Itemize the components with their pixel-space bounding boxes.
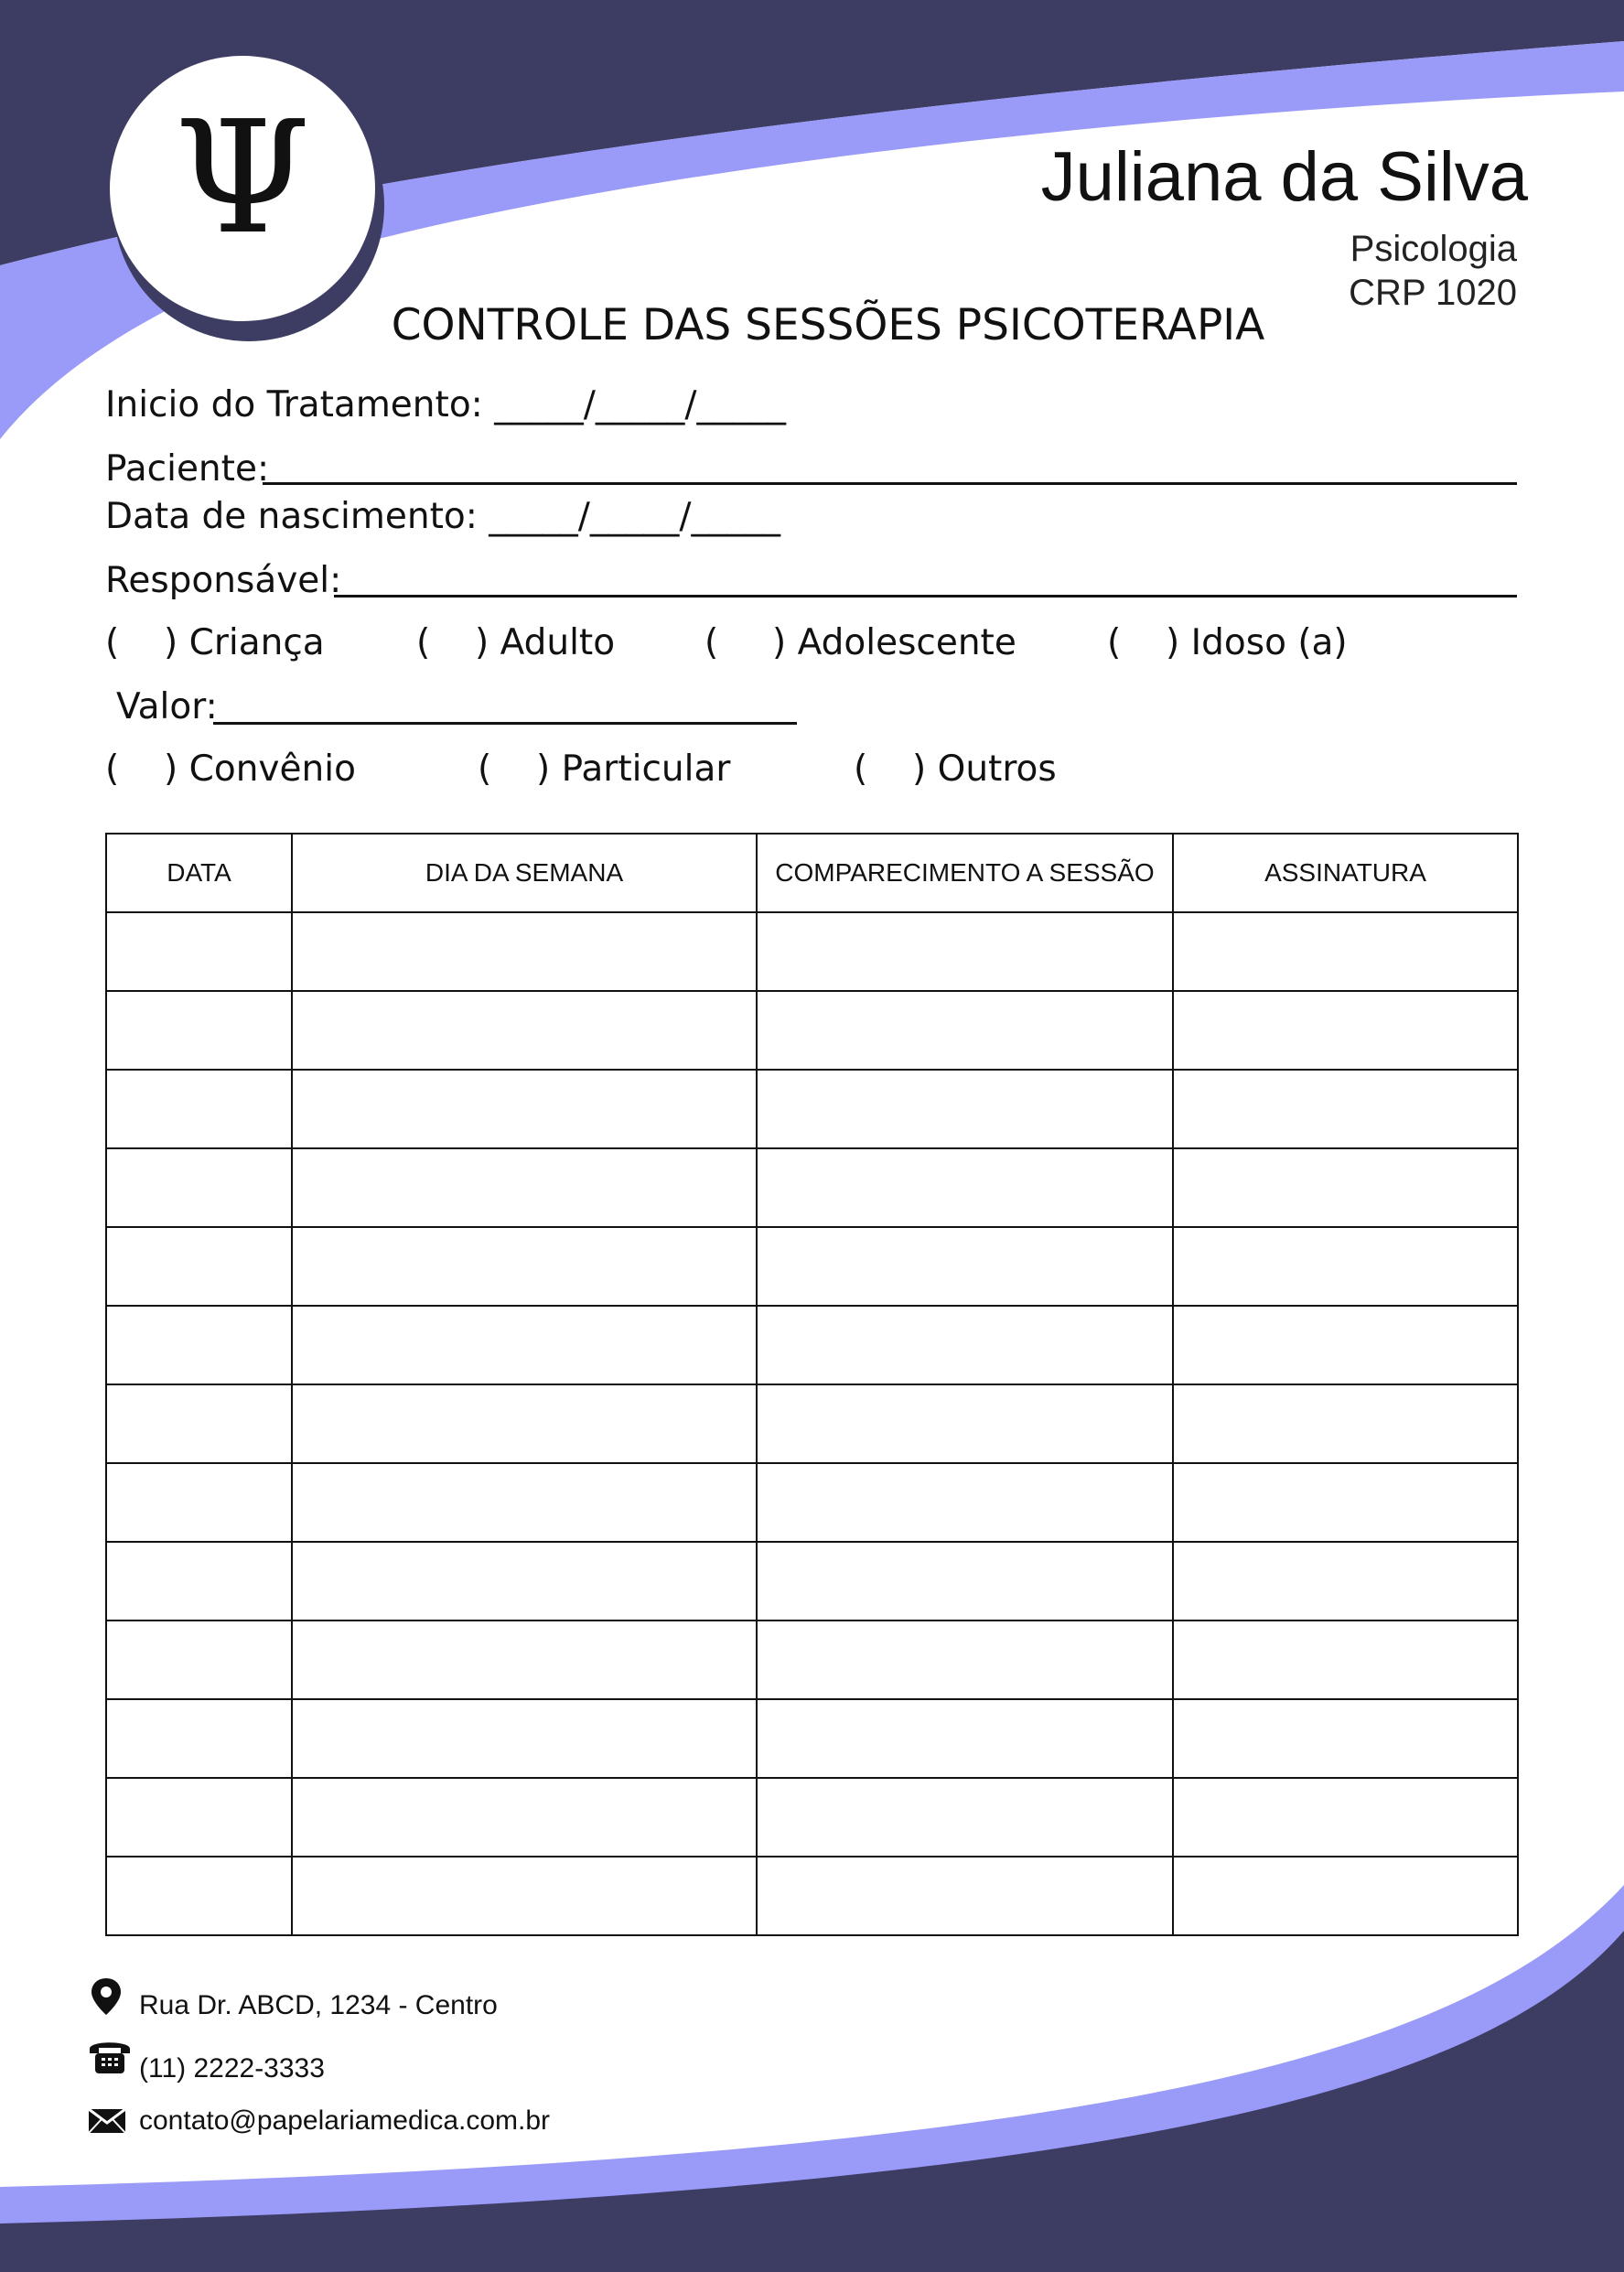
treatment-start-field[interactable] — [105, 384, 786, 425]
cell-weekday[interactable] — [292, 1778, 757, 1857]
table-header-row — [106, 834, 1518, 912]
table-row — [106, 1778, 1518, 1857]
cell-weekday[interactable] — [292, 1148, 757, 1227]
contact-phone: (11) 2222-3333 — [139, 2053, 325, 2084]
treatment-start-date-blank: _____/_____/_____ — [494, 384, 787, 425]
table-row — [106, 1384, 1518, 1463]
option-other-label: Outros — [937, 748, 1057, 790]
guardian-input-line[interactable] — [334, 595, 1517, 598]
guardian-label: Responsável: — [105, 560, 342, 601]
cell-date[interactable] — [106, 1857, 292, 1935]
cell-weekday[interactable] — [292, 1070, 757, 1148]
cell-weekday[interactable] — [292, 1542, 757, 1621]
value-label: Valor: — [116, 686, 218, 727]
table-row — [106, 912, 1518, 991]
header-date: DATA — [106, 834, 292, 912]
cell-attendance[interactable] — [757, 1148, 1173, 1227]
cell-attendance[interactable] — [757, 1621, 1173, 1699]
option-adolescent[interactable]: ( ) Adolescente — [704, 622, 1016, 663]
birth-date-field[interactable] — [105, 496, 780, 537]
patient-input-line[interactable] — [263, 482, 1517, 485]
option-adult[interactable]: ( ) Adulto — [416, 622, 616, 663]
envelope-icon — [87, 2107, 127, 2135]
option-insurance-label: Convênio — [188, 748, 356, 790]
table-row — [106, 1227, 1518, 1306]
birth-date-blank: _____/_____/_____ — [489, 496, 781, 537]
cell-attendance[interactable] — [757, 1778, 1173, 1857]
cell-weekday[interactable] — [292, 1306, 757, 1384]
cell-weekday[interactable] — [292, 991, 757, 1070]
registry-number: CRP 1020 — [1349, 273, 1517, 313]
location-pin-icon — [87, 1976, 125, 2017]
cell-signature[interactable] — [1173, 1621, 1518, 1699]
header-attendance: COMPARECIMENTO A SESSÃO — [757, 834, 1173, 912]
cell-date[interactable] — [106, 912, 292, 991]
cell-attendance[interactable] — [757, 1857, 1173, 1935]
telephone-icon — [87, 2036, 133, 2076]
cell-date[interactable] — [106, 1699, 292, 1778]
cell-signature[interactable] — [1173, 1699, 1518, 1778]
cell-signature[interactable] — [1173, 1148, 1518, 1227]
cell-weekday[interactable] — [292, 1857, 757, 1935]
option-other[interactable]: ( ) Outros — [854, 748, 1057, 790]
cell-date[interactable] — [106, 1306, 292, 1384]
cell-date[interactable] — [106, 1384, 292, 1463]
cell-signature[interactable] — [1173, 991, 1518, 1070]
cell-signature[interactable] — [1173, 1542, 1518, 1621]
cell-date[interactable] — [106, 1463, 292, 1542]
table-row — [106, 1148, 1518, 1227]
table-row — [106, 1621, 1518, 1699]
contact-address: Rua Dr. ABCD, 1234 - Centro — [139, 1990, 498, 2020]
page-title: CONTROLE DAS SESSÕES PSICOTERAPIA — [391, 300, 1265, 350]
cell-weekday[interactable] — [292, 1621, 757, 1699]
cell-attendance[interactable] — [757, 1306, 1173, 1384]
cell-weekday[interactable] — [292, 1463, 757, 1542]
cell-attendance[interactable] — [757, 1542, 1173, 1621]
psychologist-name: Juliana da Silva — [1040, 138, 1528, 216]
option-adolescent-label: Adolescente — [797, 622, 1016, 663]
treatment-start-label: Inicio do Tratamento: — [105, 384, 483, 425]
header-signature: ASSINATURA — [1173, 834, 1518, 912]
table-row — [106, 1306, 1518, 1384]
cell-signature[interactable] — [1173, 1463, 1518, 1542]
cell-weekday[interactable] — [292, 912, 757, 991]
cell-weekday[interactable] — [292, 1384, 757, 1463]
table-row — [106, 1070, 1518, 1148]
bottom-navy-swoosh — [0, 1931, 1624, 2272]
table-row — [106, 1463, 1518, 1542]
cell-weekday[interactable] — [292, 1227, 757, 1306]
option-private[interactable]: ( ) Particular — [478, 748, 731, 790]
table-row — [106, 1857, 1518, 1935]
option-elderly-label: Idoso (a) — [1190, 622, 1348, 663]
cell-signature[interactable] — [1173, 1306, 1518, 1384]
cell-attendance[interactable] — [757, 912, 1173, 991]
cell-signature[interactable] — [1173, 1227, 1518, 1306]
option-adult-label: Adulto — [500, 622, 616, 663]
cell-attendance[interactable] — [757, 1463, 1173, 1542]
cell-signature[interactable] — [1173, 1070, 1518, 1148]
option-child-label: Criança — [188, 622, 325, 663]
logo-symbol: Ψ — [174, 88, 311, 269]
cell-date[interactable] — [106, 1778, 292, 1857]
cell-signature[interactable] — [1173, 1778, 1518, 1857]
cell-date[interactable] — [106, 1148, 292, 1227]
option-insurance[interactable]: ( ) Convênio — [105, 748, 356, 790]
cell-signature[interactable] — [1173, 912, 1518, 991]
option-elderly[interactable]: ( ) Idoso (a) — [1107, 622, 1348, 663]
table-row — [106, 1699, 1518, 1778]
birth-date-label: Data de nascimento: — [105, 496, 478, 537]
option-child[interactable]: ( ) Criança — [105, 622, 325, 663]
cell-date[interactable] — [106, 1227, 292, 1306]
sessions-table — [105, 833, 1519, 1936]
option-private-label: Particular — [561, 748, 731, 790]
cell-date[interactable] — [106, 991, 292, 1070]
cell-signature[interactable] — [1173, 1384, 1518, 1463]
value-input-line[interactable] — [213, 722, 797, 725]
cell-signature[interactable] — [1173, 1857, 1518, 1935]
profession: Psicologia — [1350, 229, 1517, 269]
table-row — [106, 1542, 1518, 1621]
cell-attendance[interactable] — [757, 991, 1173, 1070]
header-weekday: DIA DA SEMANA — [292, 834, 757, 912]
contact-email: contato@papelariamedica.com.br — [139, 2105, 551, 2136]
patient-label: Paciente: — [105, 448, 270, 490]
cell-date[interactable] — [106, 1070, 292, 1148]
cell-attendance[interactable] — [757, 1227, 1173, 1306]
cell-weekday[interactable] — [292, 1699, 757, 1778]
cell-attendance[interactable] — [757, 1384, 1173, 1463]
table-row — [106, 991, 1518, 1070]
cell-attendance[interactable] — [757, 1699, 1173, 1778]
cell-date[interactable] — [106, 1542, 292, 1621]
cell-date[interactable] — [106, 1621, 292, 1699]
cell-attendance[interactable] — [757, 1070, 1173, 1148]
